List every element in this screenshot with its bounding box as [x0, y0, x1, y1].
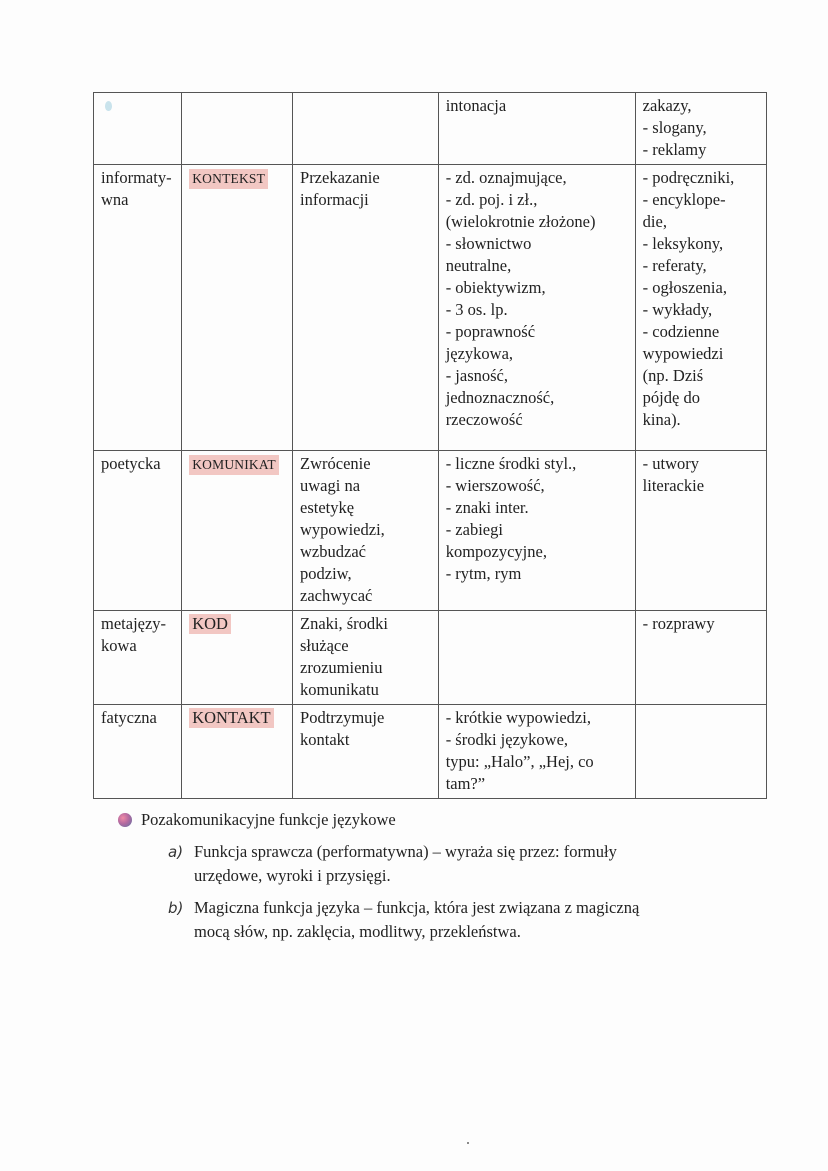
- list-item-line: Funkcja sprawcza (performatywna) – wyraża się przez: formuły: [194, 842, 617, 861]
- purpose-line: wypowiedzi,: [300, 520, 385, 539]
- element-cell: [182, 451, 293, 611]
- examples-cell: [635, 165, 766, 451]
- element-cell: [182, 93, 293, 165]
- purpose-cell: [293, 611, 439, 705]
- features-line: kompozycyjne,: [445, 542, 547, 561]
- element-cell: [182, 611, 293, 705]
- features-line: - środki językowe,: [445, 730, 569, 749]
- purpose-line: Znaki, środki: [300, 614, 389, 633]
- function-name-line: informaty-: [101, 168, 172, 187]
- purpose-line: zachwycać: [300, 586, 373, 605]
- features-line: - znaki inter.: [445, 498, 529, 517]
- function-name-cell: [94, 93, 182, 165]
- purpose-line: podziw,: [300, 564, 352, 583]
- features-line: - zd. poj. i zł.,: [445, 190, 538, 209]
- element-highlight: KOD: [189, 614, 231, 634]
- features-cell: [438, 165, 635, 451]
- function-name-cell: [94, 611, 182, 705]
- list-item-text: [194, 896, 758, 944]
- purpose-line: uwagi na: [300, 476, 361, 495]
- purpose-line: komunikatu: [300, 680, 379, 699]
- examples-line: - ogłoszenia,: [642, 278, 727, 297]
- features-line: - wierszowość,: [445, 476, 545, 495]
- features-line: - jasność,: [445, 366, 509, 385]
- examples-line: - codzienne: [642, 322, 720, 341]
- list-item: [168, 840, 758, 888]
- purpose-cell: [293, 451, 439, 611]
- features-line: rzeczowość: [445, 410, 523, 429]
- examples-line: pójdę do: [642, 388, 700, 407]
- function-name-line: metajęzy-: [101, 614, 167, 633]
- purpose-line: wzbudzać: [300, 542, 366, 561]
- purpose-line: estetykę: [300, 498, 355, 517]
- features-line: - słownictwo: [445, 234, 532, 253]
- examples-cell: [635, 611, 766, 705]
- examples-line: - utwory: [642, 454, 700, 473]
- features-line: - zabiegi: [445, 520, 503, 539]
- purpose-line: Podtrzymuje: [300, 708, 385, 727]
- list-marker: b): [168, 899, 184, 917]
- examples-line: - slogany,: [642, 118, 707, 137]
- purpose-line: służące: [300, 636, 349, 655]
- purpose-cell: [293, 705, 439, 799]
- features-line: typu: „Halo”, „Hej, co: [445, 752, 594, 771]
- features-line: intonacja: [445, 96, 507, 115]
- features-cell: [438, 705, 635, 799]
- features-cell: [438, 93, 635, 165]
- examples-line: - podręczniki,: [642, 168, 735, 187]
- element-highlight: KONTEKST: [189, 169, 268, 189]
- features-cell: [438, 611, 635, 705]
- scan-speck: [467, 1142, 469, 1144]
- purpose-line: Zwrócenie: [300, 454, 371, 473]
- features-line: - krótkie wypowiedzi,: [445, 708, 591, 727]
- examples-line: - encyklope-: [642, 190, 726, 209]
- examples-line: kina).: [642, 410, 681, 429]
- features-line: (wielokrotnie złożone): [445, 212, 596, 231]
- examples-line: (np. Dziś: [642, 366, 704, 385]
- examples-line: - leksykony,: [642, 234, 724, 253]
- function-name-line: kowa: [101, 636, 137, 655]
- table-row: [94, 93, 767, 165]
- list-item-text: [194, 840, 758, 888]
- function-name-line: poetycka: [101, 454, 161, 473]
- features-line: - 3 os. lp.: [445, 300, 508, 319]
- features-line: tam?”: [445, 774, 486, 793]
- language-functions-table: [93, 92, 767, 799]
- examples-line: wypowiedzi: [642, 344, 724, 363]
- ink-mark-icon: [105, 101, 112, 111]
- features-line: językowa,: [445, 344, 514, 363]
- list-item-line: mocą słów, np. zaklęcia, modlitwy, przekleństwa.: [194, 922, 521, 941]
- features-cell: [438, 451, 635, 611]
- table-row: [94, 611, 767, 705]
- section-heading: Pozakomunikacyjne funkcje językowe: [141, 810, 396, 829]
- examples-line: - reklamy: [642, 140, 707, 159]
- element-highlight: KOMUNIKAT: [189, 455, 279, 475]
- function-name-cell: [94, 451, 182, 611]
- features-line: - obiektywizm,: [445, 278, 546, 297]
- examples-cell: [635, 705, 766, 799]
- list-item-line: Magiczna funkcja języka – funkcja, która jest związana z magiczną: [194, 898, 640, 917]
- examples-cell: [635, 451, 766, 611]
- list-item: [168, 896, 758, 944]
- purpose-line: zrozumieniu: [300, 658, 383, 677]
- features-line: - poprawność: [445, 322, 536, 341]
- examples-cell: [635, 93, 766, 165]
- examples-line: - rozprawy: [642, 614, 715, 633]
- element-highlight: KONTAKT: [189, 708, 273, 728]
- examples-line: literackie: [642, 476, 705, 495]
- features-line: neutralne,: [445, 256, 512, 275]
- list-item-line: urzędowe, wyroki i przysięgi.: [194, 866, 391, 885]
- features-line: jednoznaczność,: [445, 388, 555, 407]
- examples-line: - referaty,: [642, 256, 707, 275]
- element-cell: [182, 165, 293, 451]
- examples-line: zakazy,: [642, 96, 692, 115]
- features-line: - rytm, rym: [445, 564, 522, 583]
- examples-line: - wykłady,: [642, 300, 713, 319]
- function-name-line: wna: [101, 190, 129, 209]
- purpose-line: Przekazanie: [300, 168, 380, 187]
- function-name-cell: [94, 705, 182, 799]
- section-heading-row: [118, 808, 758, 832]
- purpose-cell: [293, 93, 439, 165]
- features-line: - zd. oznajmujące,: [445, 168, 567, 187]
- table-row: [94, 165, 767, 451]
- examples-line: die,: [642, 212, 667, 231]
- table-body: [94, 93, 767, 799]
- list-marker: a): [168, 843, 184, 861]
- gem-bullet-icon: [118, 813, 132, 827]
- features-line: - liczne środki styl.,: [445, 454, 577, 473]
- table-row: [94, 451, 767, 611]
- purpose-cell: [293, 165, 439, 451]
- element-cell: [182, 705, 293, 799]
- purpose-line: kontakt: [300, 730, 350, 749]
- function-name-cell: [94, 165, 182, 451]
- function-name-line: fatyczna: [101, 708, 157, 727]
- purpose-line: informacji: [300, 190, 369, 209]
- table-row: [94, 705, 767, 799]
- extra-functions-section: [118, 808, 758, 944]
